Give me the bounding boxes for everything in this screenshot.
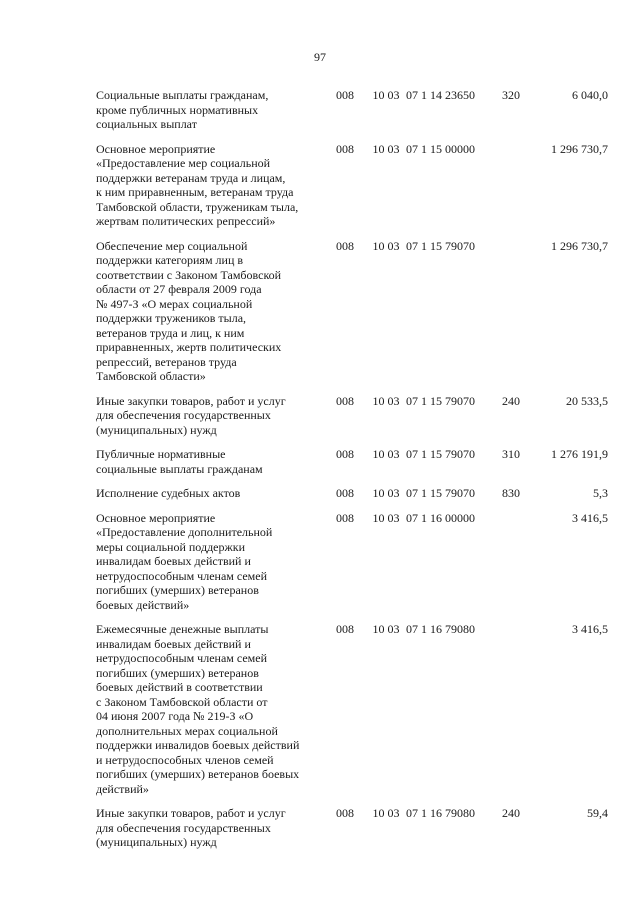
row-grbs: 008 [336,447,354,461]
row-grbs: 008 [336,88,354,102]
row-amount: 5,3 [593,486,608,500]
table-row [96,447,608,486]
row-name: Обеспечение мер социальной поддержки категориям лиц в соответствии с Законом Тамбовской области от 27 февраля 2009 года № 497-З «О мерах социальной поддержки тружеников тыла, ветеранов труда и лиц, к ним приравненных, жертв политических репрессий, ветеранов труда Тамбовской области» [96,238,282,383]
row-section: 10 03 [372,88,400,102]
page-number: 97 [314,50,326,64]
row-section: 10 03 [372,447,400,461]
row-amount: 1 296 730,7 [551,238,608,253]
table-row [96,142,608,239]
row-amount: 1 276 191,9 [551,447,608,461]
row-section: 10 03 [372,238,400,253]
row-amount: 3 416,5 [572,510,608,525]
table-row [96,486,608,511]
row-grbs: 008 [336,393,354,408]
row-expense-type: 830 [502,486,520,500]
row-amount: 6 040,0 [572,88,608,102]
table-row [96,88,608,142]
row-name: Социальные выплаты гражданам, кроме публичных нормативных социальных выплат [96,88,269,131]
row-section: 10 03 [372,806,400,820]
row-expense-type: 240 [502,393,520,408]
row-expense-type: 240 [502,806,520,820]
row-expense-type [502,511,528,623]
row-name: Основное мероприятие «Предоставление дополнительной меры социальной поддержки инвалидам боевых действий и нетрудоспособным членам семей погибших (умерших) ветеранов боевых действий» [96,510,273,612]
row-target-code: 07 1 14 23650 [406,88,475,102]
row-target-code: 07 1 16 79080 [406,622,475,636]
row-section: 10 03 [372,510,400,525]
row-grbs: 008 [336,238,354,253]
row-target-code: 07 1 16 79080 [406,806,475,820]
row-expense-type [502,142,528,239]
row-grbs: 008 [336,486,354,500]
budget-table-body [96,88,608,860]
row-target-code: 07 1 15 79070 [406,447,475,461]
row-amount: 3 416,5 [572,622,608,636]
row-expense-type [502,622,528,806]
table-row [96,394,608,448]
row-name: Ежемесячные денежные выплаты инвалидам боевых действий и нетрудоспособным членам семей погибших (умерших) ветеранов боевых действий в соответствии с Законом Тамбовской области от 04 июня 2007 года № 219-З «О дополнительных мерах социальной поддержки инвалидов боевых действий и нетрудоспособных членов семей погибших (умерших) ветеранов боевых действий» [96,622,300,796]
budget-table [96,88,608,860]
row-section: 10 03 [372,622,400,636]
row-expense-type: 310 [502,447,520,461]
row-grbs: 008 [336,141,354,156]
row-target-code: 07 1 15 79070 [406,393,475,408]
row-name: Основное мероприятие «Предоставление мер социальной поддержки ветеранам труда и лицам, к ним приравненным, ветеранам труда Тамбовской области, труженикам тыла, жертвам политических репрессий» [96,141,299,228]
table-row [96,622,608,806]
row-target-code: 07 1 15 79070 [406,486,475,500]
row-name: Иные закупки товаров, работ и услуг для обеспечения государственных (муниципальных) нужд [96,806,286,849]
row-name: Исполнение судебных актов [96,486,241,500]
row-amount: 1 296 730,7 [551,141,608,156]
row-grbs: 008 [336,806,354,820]
row-section: 10 03 [372,141,400,156]
row-grbs: 008 [336,510,354,525]
row-grbs: 008 [336,622,354,636]
row-expense-type [502,239,528,394]
row-target-code: 07 1 15 79070 [406,238,475,253]
row-expense-type: 320 [502,88,520,102]
row-target-code: 07 1 16 00000 [406,510,475,525]
row-amount: 20 533,5 [566,393,608,408]
row-target-code: 07 1 15 00000 [406,141,475,156]
table-row [96,239,608,394]
row-section: 10 03 [372,393,400,408]
row-amount: 59,4 [587,806,608,820]
row-name: Публичные нормативные социальные выплаты гражданам [96,447,263,476]
table-row [96,806,608,860]
row-name: Иные закупки товаров, работ и услуг для обеспечения государственных (муниципальных) нужд [96,393,286,437]
table-row [96,511,608,623]
row-section: 10 03 [372,486,400,500]
